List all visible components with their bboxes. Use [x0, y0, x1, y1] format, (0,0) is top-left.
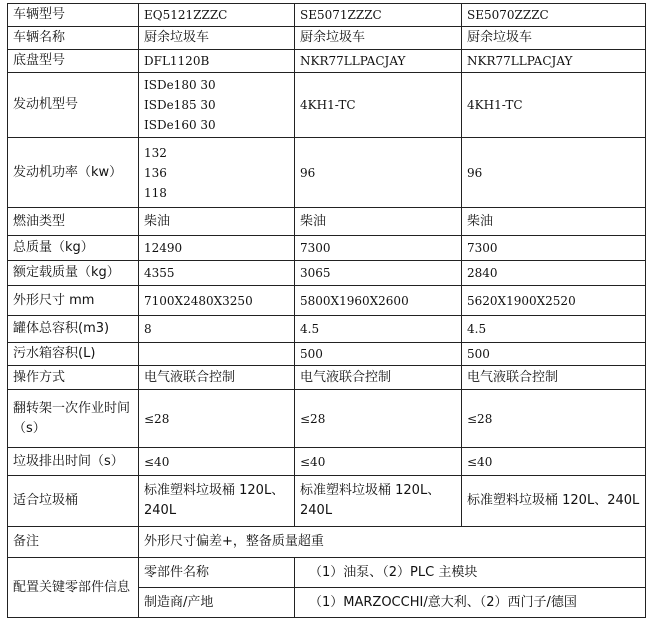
row-label-cell: 垃圾排出时间（s） — [8, 448, 139, 476]
value-cell: 12490 — [139, 236, 295, 261]
maker-value-cell: （1）MARZOCCHI/意大利、（2）西门子/德国 — [295, 588, 646, 618]
value-cell: 柴油 — [295, 208, 462, 236]
row-label-cell: 适合垃圾桶 — [8, 476, 139, 527]
model-header-cell: EQ5121ZZZC — [139, 4, 295, 27]
table-row — [8, 236, 646, 261]
table-row — [8, 343, 646, 366]
value-cell: ≤40 — [139, 448, 295, 476]
value-cell: 7300 — [462, 236, 646, 261]
row-label-cell: 发动机功率（kw） — [8, 138, 139, 208]
table-row — [8, 27, 646, 50]
value-cell: ≤28 — [295, 390, 462, 448]
value-cell — [139, 343, 295, 366]
value-cell: 7100X2480X3250 — [139, 286, 295, 316]
value-cell: 96 — [295, 138, 462, 208]
table-row — [8, 50, 646, 73]
model-header-cell: SE5070ZZZC — [462, 4, 646, 27]
table-row — [8, 366, 646, 390]
value-cell: 标准塑料垃圾桶 120L、240L — [462, 476, 646, 527]
part-name-label-cell: 零部件名称 — [139, 558, 295, 588]
row-label-cell: 外形尺寸 mm — [8, 286, 139, 316]
row-label-cell: 总质量（kg） — [8, 236, 139, 261]
value-cell: 柴油 — [462, 208, 646, 236]
value-cell: 4KH1-TC — [295, 73, 462, 138]
table-row — [8, 138, 646, 208]
remarks-cell: 外形尺寸偏差+，整备质量超重 — [139, 527, 646, 558]
value-cell: 电气液联合控制 — [462, 366, 646, 390]
table-row — [8, 476, 646, 527]
value-cell: 8 — [139, 316, 295, 343]
row-label-cell: 操作方式 — [8, 366, 139, 390]
value-cell: 7300 — [295, 236, 462, 261]
model-header-cell: SE5071ZZZC — [295, 4, 462, 27]
value-cell: 标准塑料垃圾桶 120L、240L — [139, 476, 295, 527]
value-cell: 96 — [462, 138, 646, 208]
value-cell: 5620X1900X2520 — [462, 286, 646, 316]
row-label-cell: 罐体总容积(m3) — [8, 316, 139, 343]
table-row-key-parts — [8, 558, 646, 588]
table-row — [8, 73, 646, 138]
value-cell: 电气液联合控制 — [139, 366, 295, 390]
value-cell — [139, 138, 295, 208]
row-label-cell: 配置关键零部件信息 — [8, 558, 139, 618]
value-cell: 4KH1-TC — [462, 73, 646, 138]
value-line: ISDe180 30 — [144, 78, 216, 92]
table-row — [8, 261, 646, 286]
value-cell: 厨余垃圾车 — [462, 27, 646, 50]
value-line: ISDe160 30 — [144, 118, 216, 132]
part-name-value-cell: （1）油泵、（2）PLC 主模块 — [295, 558, 646, 588]
value-cell: NKR77LLPACJAY — [462, 50, 646, 73]
table-row — [8, 208, 646, 236]
value-line: 132 — [144, 145, 167, 160]
value-cell: ≤40 — [462, 448, 646, 476]
value-cell: 3065 — [295, 261, 462, 286]
value-cell: 500 — [295, 343, 462, 366]
value-cell: NKR77LLPACJAY — [295, 50, 462, 73]
row-label-cell: 燃油类型 — [8, 208, 139, 236]
row-label-cell: 发动机型号 — [8, 73, 139, 138]
value-line: 136 — [144, 165, 167, 180]
value-line: 118 — [144, 185, 167, 200]
row-label-cell: 污水箱容积(L) — [8, 343, 139, 366]
table-row — [8, 286, 646, 316]
row-label-cell: 底盘型号 — [8, 50, 139, 73]
value-cell: DFL1120B — [139, 50, 295, 73]
row-label-cell: 翻转架一次作业时间（s） — [8, 390, 139, 448]
value-cell: 2840 — [462, 261, 646, 286]
maker-label-cell: 制造商/产地 — [139, 588, 295, 618]
table-row-remarks — [8, 527, 646, 558]
value-cell: ≤28 — [139, 390, 295, 448]
value-cell: 厨余垃圾车 — [295, 27, 462, 50]
table-row — [8, 390, 646, 448]
row-label-cell: 车辆名称 — [8, 27, 139, 50]
value-cell: 4355 — [139, 261, 295, 286]
table-row — [8, 316, 646, 343]
value-cell: 柴油 — [139, 208, 295, 236]
value-cell — [139, 73, 295, 138]
value-cell: ≤40 — [295, 448, 462, 476]
value-line: ISDe185 30 — [144, 98, 216, 112]
value-cell: 4.5 — [462, 316, 646, 343]
value-cell: ≤28 — [462, 390, 646, 448]
table-row-header — [8, 4, 646, 27]
table-row — [8, 448, 646, 476]
value-cell: 500 — [462, 343, 646, 366]
row-label-cell: 额定载质量（kg） — [8, 261, 139, 286]
value-cell: 5800X1960X2600 — [295, 286, 462, 316]
header-label-cell: 车辆型号 — [8, 4, 139, 27]
value-cell: 电气液联合控制 — [295, 366, 462, 390]
value-cell: 4.5 — [295, 316, 462, 343]
row-label-cell: 备注 — [8, 527, 139, 558]
value-cell: 厨余垃圾车 — [139, 27, 295, 50]
spec-table — [7, 3, 646, 618]
value-cell: 标准塑料垃圾桶 120L、240L — [295, 476, 462, 527]
